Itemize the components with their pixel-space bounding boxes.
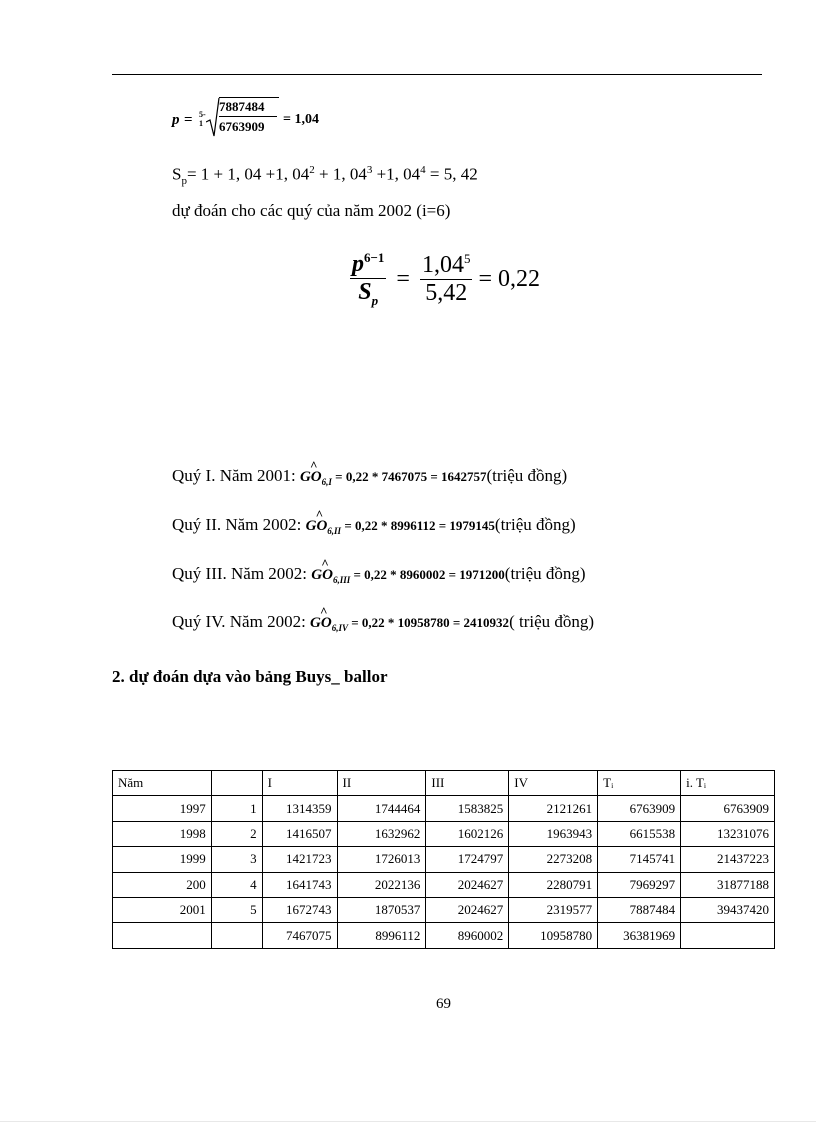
- ratio-rhs-fraction: $\frac{1,04^5}{5,42}$: [421, 251, 471, 307]
- table-cell: 2319577: [509, 897, 598, 922]
- table-cell: 36381969: [598, 923, 681, 948]
- header-cell: I: [262, 771, 337, 796]
- table-cell: 2024627: [426, 897, 509, 922]
- table-cell: 10958780: [509, 923, 598, 948]
- table-cell: 39437420: [681, 897, 775, 922]
- quarter-forecast-3: Quý III. Năm 2002: ^ $GO_{6,III} = 0,22 * 8960002$ = 1971200(triệu đồng): [172, 556, 586, 585]
- header-rule: [112, 74, 762, 75]
- page-bottom-edge: [0, 1121, 816, 1122]
- root-numerator: 7887484: [219, 99, 265, 114]
- table-cell: 1641743: [262, 872, 337, 897]
- header-cell: Năm: [113, 771, 212, 796]
- root-denominator: 6763909: [219, 119, 265, 134]
- header-cell: [211, 771, 262, 796]
- table-cell: 7969297: [598, 872, 681, 897]
- table-cell: 2001: [113, 897, 212, 922]
- table-cell: [113, 923, 212, 948]
- table-cell: 6763909: [681, 796, 775, 821]
- table-cell: 1583825: [426, 796, 509, 821]
- table-row: [113, 897, 775, 922]
- table-cell: 21437223: [681, 847, 775, 872]
- table-cell: 5: [211, 897, 262, 922]
- table-cell: [681, 923, 775, 948]
- table-cell: 2273208: [509, 847, 598, 872]
- table-cell: 13231076: [681, 821, 775, 846]
- quarter-forecast-1: Quý I. Năm 2001: ^ $GO_{6,I} = 0,22 * 7467075$ = 1642757(triệu đồng): [172, 458, 568, 487]
- header-cell: II: [337, 771, 426, 796]
- table-cell: 1724797: [426, 847, 509, 872]
- table-cell: 2280791: [509, 872, 598, 897]
- table-cell: 6615538: [598, 821, 681, 846]
- table-cell: 1998: [113, 821, 212, 846]
- table-cell: 1314359: [262, 796, 337, 821]
- table-cell: 7887484: [598, 897, 681, 922]
- header-cell: IV: [509, 771, 598, 796]
- header-cell: III: [426, 771, 509, 796]
- table-row: [113, 821, 775, 846]
- quarter-forecast-4: Quý IV. Năm 2002: ^ $GO_{6,IV} = 0,22 * 10958780 = 2410932$( triệu đồng): [172, 604, 595, 633]
- table-cell: 1744464: [337, 796, 426, 821]
- table-header-row: [113, 771, 775, 796]
- table-cell: 8996112: [337, 923, 426, 948]
- table-cell: 1997: [113, 796, 212, 821]
- quarter-forecast-2: Quý II. Năm 2002: ^ $GO_{6,II} = 0,22 * 8996112$ = 1979145(triệu đồng): [172, 507, 576, 536]
- page-number: 69: [436, 996, 451, 1012]
- table-cell: 1672743: [262, 897, 337, 922]
- table-row: [113, 796, 775, 821]
- root-result: = 1,04: [283, 112, 319, 127]
- table-cell: 2022136: [337, 872, 426, 897]
- sp-equation: $S_p= 1 + 1$, 04 +1, $04^2 + 1$, $04^3 +1$, $04^4 = 5$, 42: [172, 164, 478, 188]
- table-cell: 200: [113, 872, 212, 897]
- table-cell: 1421723: [262, 847, 337, 872]
- table-cell: 1632962: [337, 821, 426, 846]
- ratio-formula: $\frac{p^{6-1}}{S_p}$ = $\frac{1,04^5}{5,42}$ = 0,22: [352, 250, 541, 308]
- table-cell: 1726013: [337, 847, 426, 872]
- table-cell: 1999: [113, 847, 212, 872]
- table-row: [113, 872, 775, 897]
- forecast-intro: dự đoán cho các quý của năm 2002 (i=6): [172, 201, 451, 220]
- table-cell: 3: [211, 847, 262, 872]
- table-cell: 2121261: [509, 796, 598, 821]
- formula-p: p: [172, 112, 180, 128]
- table-cell: 4: [211, 872, 262, 897]
- radical-sign: [206, 96, 220, 140]
- table-cell: 7145741: [598, 847, 681, 872]
- table-cell: 31877188: [681, 872, 775, 897]
- table-cell: 1: [211, 796, 262, 821]
- table-cell: 7467075: [262, 923, 337, 948]
- buys-ballot-table: [112, 770, 775, 949]
- table-cell: 1416507: [262, 821, 337, 846]
- table-row: [113, 847, 775, 872]
- table-cell: 2: [211, 821, 262, 846]
- table-cell: 2024627: [426, 872, 509, 897]
- section-heading: 2. dự đoán dựa vào bảng Buys_ ballor: [112, 667, 388, 686]
- ratio-result: = 0,22: [478, 265, 541, 292]
- ratio-lhs-fraction: $\frac{p^{6-1}}{S_p}$: [352, 250, 385, 308]
- table-totals-row: [113, 923, 775, 948]
- table-cell: 1963943: [509, 821, 598, 846]
- header-cell: i. Tᵢ: [681, 771, 775, 796]
- table-cell: [211, 923, 262, 948]
- table-cell: 1602126: [426, 821, 509, 846]
- root-index: 5-1: [199, 110, 206, 128]
- table-cell: 6763909: [598, 796, 681, 821]
- header-cell: Tᵢ: [598, 771, 681, 796]
- table-cell: 1870537: [337, 897, 426, 922]
- table-cell: 8960002: [426, 923, 509, 948]
